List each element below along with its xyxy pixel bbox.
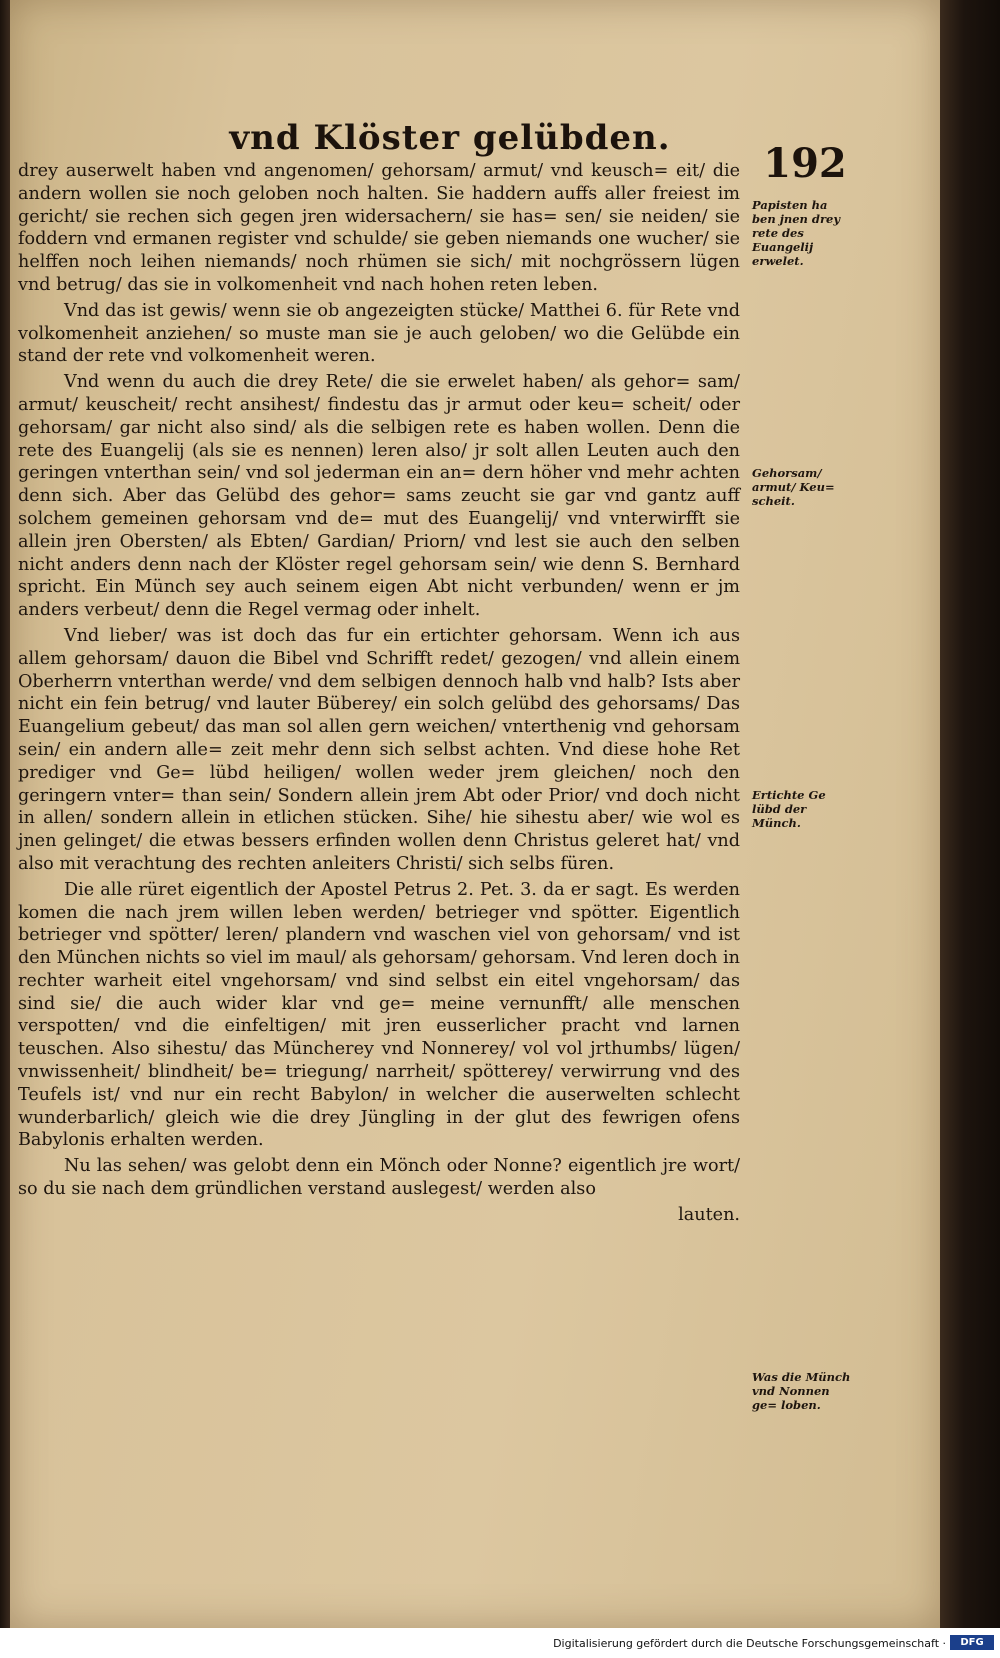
footer-bar	[0, 1628, 1000, 1658]
funding-credit: Digitalisierung gefördert durch die Deutsche Forschungsgemeinschaft ·	[553, 1637, 946, 1650]
scan-left-border	[0, 0, 10, 1628]
margin-note: Was die Münch vnd Nonnen ge= loben.	[752, 1370, 851, 1412]
paragraph: Nu las sehen/ was gelobt denn ein Mönch oder Nonne? eigentlich jre wort/ so du sie nach dem gründlichen verstand auslegest/ werden also	[18, 1156, 740, 1200]
paragraph-end: lauten.	[678, 1204, 740, 1225]
scan-right-border	[940, 0, 1000, 1628]
paragraph: Vnd das ist gewis/ wenn sie ob angezeigten stücke/ Matthei 6. für Rete vnd volkomenheit anziehen/ so muste man sie je auch geloben/ wo die Gelübde ein stand der rete vnd volkomenheit weren.	[18, 300, 740, 367]
margin-note: Gehorsam/ armut/ Keu= scheit.	[752, 466, 835, 508]
paragraph: Vnd lieber/ was ist doch das fur ein ertichter gehorsam. Wenn ich aus allem gehorsam/ dauon die Bibel vnd Schrifft redet/ gezogen/ vnd allein einem Oberherrn vnterthan werde/ vnd dem selbigen dennoch halb vnd halb? Ists aber nicht ein fein betrug/ vnd lauter Büberey/ ein solch gelübd des gehorsams/ Das Euangelium gebeut/ das man sol allen gern weichen/ vnterthenig vnd gehorsam sein/ ein andern alle= zeit mehr denn sich selbst achten. Vnd diese hohe Ret prediger vnd Ge= lübd heiligen/ wollen weder jrem gleichen/ noch den geringern vnter= than sein/ Sondern allein jrem Abt oder Prior/ vnd doch nicht in allen/ sondern allein in etlichen stücken. Sihe/ hie sihestu aber/ wie wol es jnen gelinget/ die etwas bessers erfinden wollen denn Christus geleret hat/ vnd also mit verachtung des rechten anleiters Christi/ sich selbs füren.	[18, 625, 740, 874]
running-title: vnd Klöster gelübden.	[229, 118, 671, 158]
paragraph: drey auserwelt haben vnd angenomen/ gehorsam/ armut/ vnd keusch= eit/ die andern wollen sie noch geloben noch halten. Sie haddern auffs aller freiest im gericht/ sie rechen sich gegen jren widersachern/ sie has= sen/ sie neiden/ sie foddern vnd ermanen register vnd schulde/ sie geben niemands one wucher/ sie helffen noch leihen niemands/ noch rhümen sie sich/ mit nochgrössern lügen vnd betrug/ das sie in volkomenheit vnd nach hohen reten leben.	[18, 161, 740, 295]
paragraph: Vnd wenn du auch die drey Rete/ die sie erwelet haben/ als gehor= sam/ armut/ keuscheit/ recht ansihest/ findestu das jr armut oder keu= scheit/ oder gehorsam/ gar nicht also sind/ als die selbigen rete es haben wollen. Denn die rete des Euangelij (als sie es nennen) leren also/ jr solt allen Leuten auch den geringen vnterthan sein/ vnd sol jederman ein an= dern höher vnd mehr achten denn sich. Aber das Gelübd des gehor= sams zeucht sie gar vnd gantz auff solchem gemeinen gehorsam vnd de= mut des Euangelij/ vnd vnterwirfft sie allein jren Obersten/ als Ebten/ Gardian/ Priorn/ vnd lest sie auch den selben nicht anders denn nach der Klöster regel gehorsam sein/ wie denn S. Bernhard spricht. Ein Münch sey auch seinem eigen Abt nicht verbunden/ wenn er jm anders verbeut/ denn die Regel vermag oder inhelt.	[18, 372, 740, 621]
body-text	[18, 160, 740, 1230]
margin-note: Papisten ha ben jnen drey rete des Euangelij erwelet.	[752, 198, 841, 268]
page-number: 192	[763, 140, 847, 187]
dfg-logo: DFG	[950, 1635, 994, 1650]
margin-note: Ertichte Ge lübd der Münch.	[752, 788, 826, 830]
paragraph: Die alle rüret eigentlich der Apostel Petrus 2. Pet. 3. da er sagt. Es werden komen die nach jrem willen leben werden/ betrieger vnd spötter. Eigentlich betrieger vnd spötter/ leren/ plandern vnd waschen viel von gehorsam/ vnd ist den München nichts so viel im maul/ als gehorsam/ gehorsam. Vnd leren doch in rechter warheit eitel vngehorsam/ vnd sind selbst ein eitel vngehorsam/ das sind sie/ die auch wider klar vnd ge= meine vernunfft/ alle menschen verspotten/ vnd die einfeltigen/ mit jren eusserlicher pracht vnd larnen teuschen. Also sihestu/ das Müncherey vnd Nonnerey/ vol vol jrthumbs/ lügen/ vnwissenheit/ blindheit/ be= triegung/ narrheit/ spötterey/ verwirrung vnd des Teufels ist/ vnd nur ein recht Babylon/ in welcher die auserwelten schlecht wunderbarlich/ gleich wie die drey Jüngling in der glut des fewrigen ofens Babylonis erhalten werden.	[18, 879, 740, 1151]
